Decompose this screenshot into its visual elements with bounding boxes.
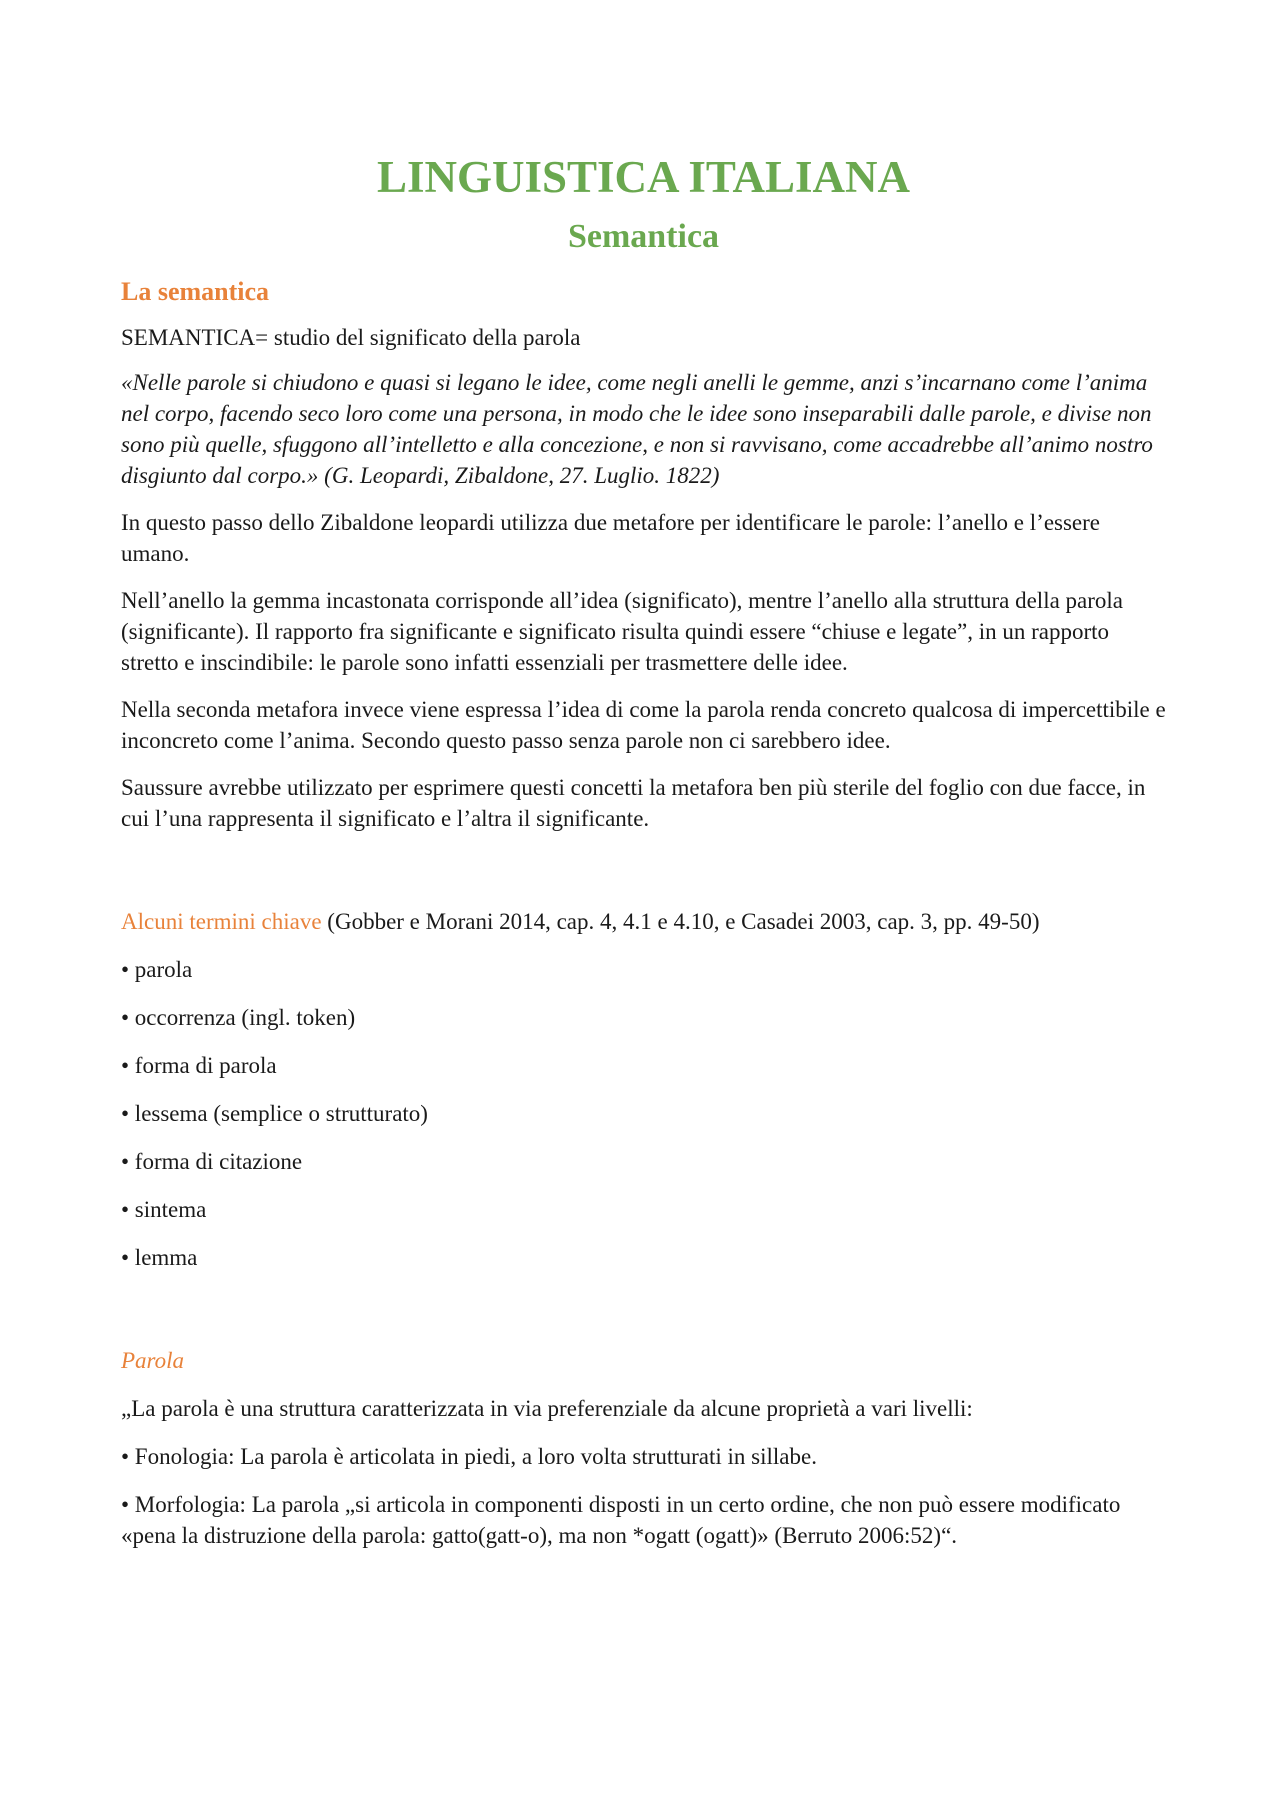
terms-label: Alcuni termini chiave bbox=[121, 909, 322, 934]
list-item: • lessema (semplice o strutturato) bbox=[121, 1101, 428, 1126]
paragraph-metafore: In questo passo dello Zibaldone leopardi utilizza due metafore per identificare le parole: l’anello e l’essere umano. bbox=[121, 510, 1101, 566]
document-title: LINGUISTICA ITALIANA bbox=[376, 152, 911, 202]
list-item: • forma di citazione bbox=[121, 1149, 303, 1174]
parola-morfologia: • Morfologia: La parola „si articola in componenti disposti in un certo ordine, che non può essere modificato «pena la distruzione della parola: gatto(gatt-o), ma non *ogatt (ogatt)» (Berruto 2006:52)“. bbox=[121, 1492, 1121, 1548]
semantica-definition: SEMANTICA= studio del significato della parola bbox=[121, 325, 581, 350]
terms-list bbox=[121, 954, 1166, 1273]
document-page bbox=[121, 150, 1166, 1551]
paragraph-saussure: Saussure avrebbe utilizzato per esprimere questi concetti la metafora ben più sterile del foglio con due facce, in cui l’una rappresenta il significato e l’altra il significante. bbox=[121, 775, 1146, 831]
section-heading-semantica: La semantica bbox=[121, 277, 270, 306]
list-item: • forma di parola bbox=[121, 1053, 277, 1078]
list-item: • parola bbox=[121, 957, 193, 982]
terms-reference: (Gobber e Morani 2014, cap. 4, 4.1 e 4.10, e Casadei 2003, cap. 3, pp. 49-50) bbox=[321, 909, 1040, 934]
list-item: • occorrenza (ingl. token) bbox=[121, 1005, 356, 1030]
terms-intro bbox=[121, 906, 1166, 937]
paragraph-seconda-metafora: Nella seconda metafora invece viene espressa l’idea di come la parola renda concreto qualcosa di impercettibile e inconcreto come l’anima. Secondo questo passo senza parole non ci sarebbero idee. bbox=[121, 697, 1166, 753]
list-item: • lemma bbox=[121, 1245, 198, 1270]
section-heading-parola: Parola bbox=[121, 1348, 185, 1373]
leopardi-quote: «Nelle parole si chiudono e quasi si legano le idee, come negli anelli le gemme, anzi s’incarnano come l’anima nel corpo, facendo seco loro come una persona, in modo che le idee sono inseparabili dalle parole, e divise non sono più quelle, sfuggono all’intelletto e alla concezione, e non si ravvisano, come accadrebbe all’animo nostro disgiunto dal corpo.» (G. Leopardi, Zibaldone, 27. Luglio. 1822) bbox=[121, 370, 1153, 488]
document-subtitle: Semantica bbox=[567, 218, 720, 255]
parola-intro: „La parola è una struttura caratterizzata in via preferenziale da alcune proprietà a vari livelli: bbox=[121, 1396, 973, 1421]
parola-fonologia: • Fonologia: La parola è articolata in piedi, a loro volta strutturati in sillabe. bbox=[121, 1444, 817, 1469]
list-item: • sintema bbox=[121, 1197, 207, 1222]
paragraph-anello: Nell’anello la gemma incastonata corrisponde all’idea (significato), mentre l’anello alla struttura della parola (significante). Il rapporto fra significante e significato risulta quindi essere “chiuse e legate”, in un rapporto stretto e inscindibile: le parole sono infatti essenziali per trasmettere delle idee. bbox=[121, 588, 1124, 675]
